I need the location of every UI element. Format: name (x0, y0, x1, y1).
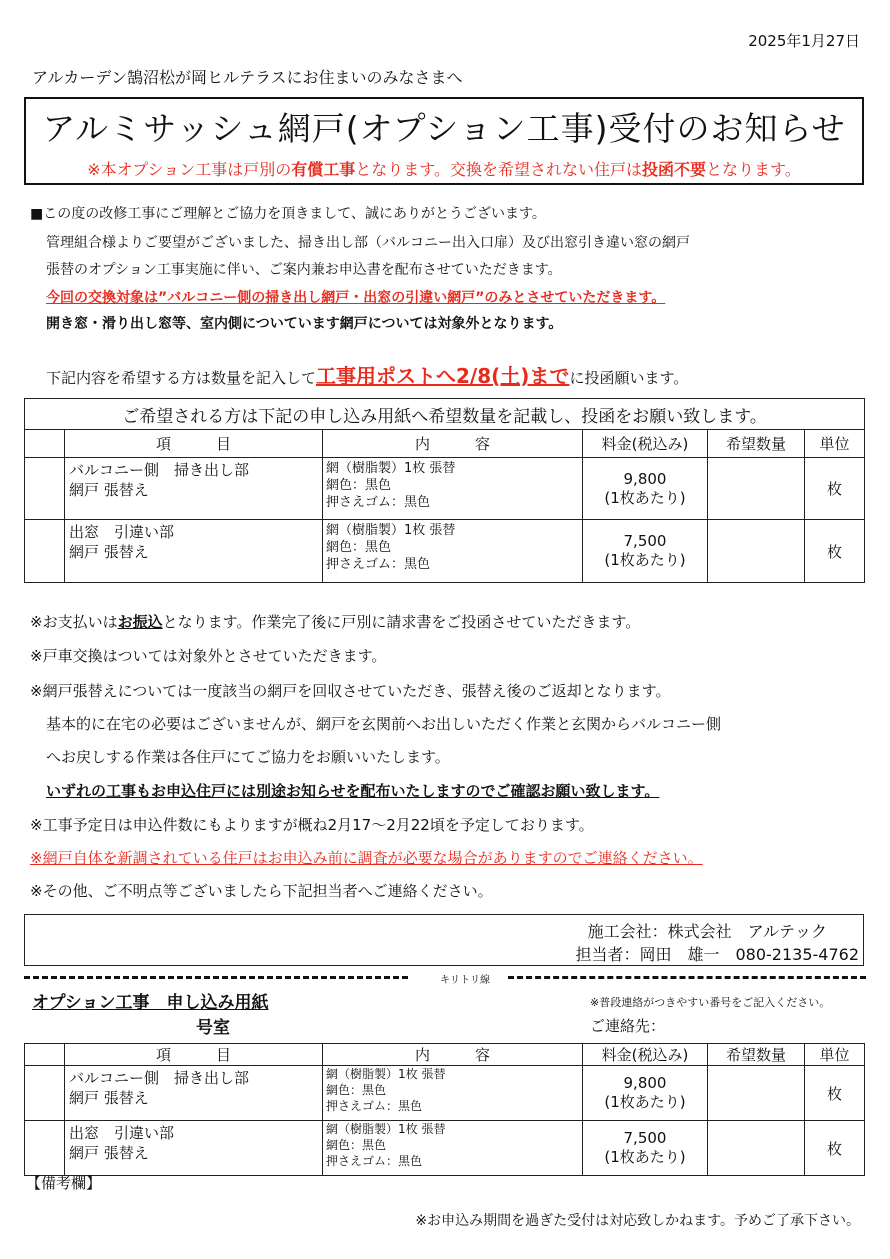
submit-instruction (46, 360, 688, 389)
row-blank (25, 458, 65, 520)
submit-pre: 下記内容を希望する方は数量を記入して (46, 369, 317, 387)
table-row (25, 458, 865, 520)
note-presence: 基本的に在宅の必要はございませんが、網戸を玄関前へお出しいただく作業と玄関からバルコニー側 (46, 715, 722, 733)
row-content-line: 押さえゴム：黒色 (326, 557, 431, 572)
cut-line-dash (24, 976, 408, 979)
row-content (323, 458, 583, 520)
title-box (24, 97, 864, 185)
note-collection: ※網戸張替えについては一度該当の網戸を回収させていただき、張替え後のご返却となります。 (30, 682, 671, 700)
title-note-text: となります。交換を希望されない住戸は (355, 160, 642, 179)
title-note-paid: 有償工事 (291, 160, 356, 179)
note-separate-notice: いずれの工事もお申込住戸には別途お知らせを配布いたしますのでご確認お願い致します。 (46, 782, 660, 800)
note-transfer: お振込 (117, 613, 163, 631)
row-content-line: 押さえゴム：黒色 (326, 1099, 423, 1113)
row-item (65, 1066, 323, 1121)
table-header-content: 内 容 (323, 1044, 583, 1066)
row-content (323, 520, 583, 583)
row-price-value: 9,800 (623, 469, 667, 488)
title-note-no-submit: 投函不要 (641, 160, 706, 179)
remarks-label: 【備考欄】 (26, 1174, 102, 1192)
row-unit: 枚 (805, 1121, 865, 1176)
note-roller: ※戸車交換はついては対象外とさせていただきます。 (30, 647, 387, 665)
row-item-line: バルコニー側 掃き出し部 (69, 461, 250, 479)
row-price-per: (1枚あたり) (604, 488, 686, 507)
table-row (25, 1066, 865, 1121)
cut-line-dash (508, 976, 866, 979)
intro-target-note: 今回の交換対象は”バルコニー側の掃き出し網戸・出窓の引違い網戸”のみとさせていただきます。 (46, 290, 666, 306)
intro-exclusion-note: 開き窓・滑り出し窓等、室内側についています網戸については対象外となります。 (46, 316, 563, 332)
form-contact-label: ご連絡先： (590, 1017, 666, 1035)
title-note (26, 157, 862, 180)
submit-post: に投函願います。 (569, 369, 689, 387)
table-caption: ご希望される方は下記の申し込み用紙へ希望数量を記載し、投函をお願い致します。 (25, 399, 865, 430)
row-content (323, 1121, 583, 1176)
info-table (24, 398, 865, 583)
row-price (583, 1066, 708, 1121)
row-price-per: (1枚あたり) (604, 551, 686, 569)
form-room-label: 号室 (196, 1018, 230, 1038)
row-unit: 枚 (805, 520, 865, 583)
row-content-line: 押さえゴム：黒色 (326, 495, 431, 510)
row-item (65, 1121, 323, 1176)
intro-line-2: 管理組合様よりご要望がございました、掃き出し部（バルコニー出入口扉）及び出窓引き違い窓の網戸 (46, 235, 690, 251)
note-schedule: ※工事予定日は申込件数にもよりますが概ね2月17～2月22頃を予定しております。 (30, 816, 594, 834)
table-header-unit: 単位 (805, 1044, 865, 1066)
row-qty-input[interactable] (708, 1121, 805, 1176)
row-blank (25, 1121, 65, 1176)
table-header-content: 内 容 (323, 430, 583, 458)
date: 2025年1月27日 (748, 32, 860, 50)
row-item-line: 網戸 張替え (69, 543, 149, 561)
table-header-price: 料金(税込み) (583, 1044, 708, 1066)
form-contact-note: ※普段連絡がつきやすい番号をご記入ください。 (590, 996, 831, 1009)
row-item-line: 網戸 張替え (69, 1089, 149, 1107)
addressee: アルカーデン鵠沼松が岡ヒルテラスにお住まいのみなさまへ (32, 68, 463, 87)
row-blank (25, 1066, 65, 1121)
order-table (24, 1043, 865, 1176)
company-name: 施工会社：株式会社 アルテック (587, 922, 827, 941)
note-contact: ※その他、ご不明点等ございましたら下記担当者へご連絡ください。 (30, 882, 493, 900)
row-content (323, 1066, 583, 1121)
footer-note: ※お申込み期間を過ぎた受付は対応致しかねます。予めご了承下さい。 (415, 1213, 860, 1229)
title-note-text: となります。 (706, 160, 801, 179)
row-price-value: 7,500 (623, 1129, 667, 1147)
row-qty-input[interactable] (708, 1066, 805, 1121)
table-header-qty: 希望数量 (708, 1044, 805, 1066)
intro-line-1: ■この度の改修工事にご理解とご協力を頂きまして、誠にありがとうございます。 (30, 206, 546, 222)
row-qty-cell (708, 520, 805, 583)
row-item-line: 網戸 張替え (69, 1144, 149, 1162)
note-new-screen: ※網戸自体を新調されている住戸はお申込み前に調査が必要な場合がありますのでご連絡ください。 (30, 849, 703, 867)
row-item-line: 出窓 引違い部 (69, 523, 175, 541)
cut-line (24, 971, 866, 985)
row-price (583, 520, 708, 583)
row-item-line: バルコニー側 掃き出し部 (69, 1069, 250, 1087)
note-payment (30, 611, 640, 632)
table-header-unit: 単位 (805, 430, 865, 458)
table-header-blank (25, 1044, 65, 1066)
company-box (24, 914, 864, 966)
row-content-line: 網色：黒色 (326, 1138, 387, 1152)
row-content-line: 網（樹脂製）1枚 張替 (326, 523, 456, 538)
table-header-item: 項 目 (65, 430, 323, 458)
row-content-line: 網（樹脂製）1枚 張替 (326, 1067, 446, 1081)
table-header-qty: 希望数量 (708, 430, 805, 458)
table-header-item: 項 目 (65, 1044, 323, 1066)
row-content-line: 網（樹脂製）1枚 張替 (326, 461, 456, 476)
table-row (25, 520, 865, 583)
row-item (65, 458, 323, 520)
row-unit: 枚 (805, 458, 865, 520)
row-qty-cell (708, 458, 805, 520)
row-price-value: 9,800 (623, 1074, 667, 1092)
row-item (65, 520, 323, 583)
row-content-line: 網（樹脂製）1枚 張替 (326, 1122, 446, 1136)
row-price-value: 7,500 (623, 532, 667, 550)
title-note-text: ※本オプション工事は戸別の (87, 160, 292, 179)
note-cooperation: へお戻しする作業は各住戸にてご協力をお願いいたします。 (46, 748, 450, 766)
row-price (583, 458, 708, 520)
row-content-line: 網色：黒色 (326, 1083, 387, 1097)
intro-line-3: 張替のオプション工事実施に伴い、ご案内兼お申込書を配布させていただきます。 (46, 262, 562, 278)
form-title: オプション工事 申し込み用紙 (32, 993, 269, 1013)
row-content-line: 押さえゴム：黒色 (326, 1154, 423, 1168)
row-content-line: 網色：黒色 (326, 478, 392, 493)
row-item-line: 網戸 張替え (69, 481, 149, 499)
company-contact: 担当者：岡田 雄一 080-2135-4762 (575, 945, 859, 964)
row-unit: 枚 (805, 1066, 865, 1121)
page-title: アルミサッシュ網戸(オプション工事)受付のお知らせ (42, 109, 846, 148)
row-price-per: (1枚あたり) (604, 1093, 686, 1111)
row-content-line: 網色：黒色 (326, 540, 392, 555)
table-header-price: 料金(税込み) (583, 430, 708, 458)
note-text: ※お支払いは (30, 613, 118, 631)
row-blank (25, 520, 65, 583)
row-item-line: 出窓 引違い部 (69, 1124, 175, 1142)
table-row (25, 1121, 865, 1176)
submit-deadline: 工事用ポストへ2/8(土)まで (316, 364, 570, 388)
row-price-per: (1枚あたり) (604, 1148, 686, 1166)
table-header-blank (25, 430, 65, 458)
cut-line-label: キリトリ線 (440, 975, 490, 986)
row-price (583, 1121, 708, 1176)
note-text: となります。作業完了後に戸別に請求書をご投函させていただきます。 (162, 613, 641, 631)
